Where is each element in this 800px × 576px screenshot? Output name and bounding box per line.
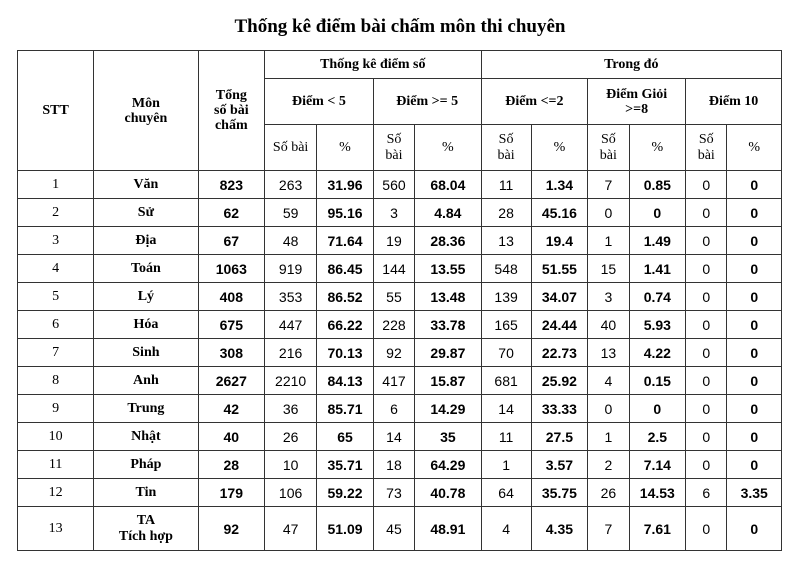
atleast5-count-cell: 417 — [373, 367, 414, 395]
below5-percent-cell: 86.52 — [317, 283, 374, 311]
atleast5-percent-cell: 68.04 — [415, 171, 481, 199]
good8-percent-cell: 0.85 — [629, 171, 686, 199]
ten-percent-cell: 0 — [727, 283, 782, 311]
atleast5-count-cell: 45 — [373, 507, 414, 551]
ten-percent-cell: 0 — [727, 199, 782, 227]
ten-count-cell: 0 — [686, 199, 727, 227]
below5-percent-cell: 84.13 — [317, 367, 374, 395]
below5-percent-cell: 86.45 — [317, 255, 374, 283]
below5-count-cell: 2210 — [265, 367, 317, 395]
subject-cell: Trung — [94, 395, 198, 423]
below5-count-cell: 447 — [265, 311, 317, 339]
stt-cell: 2 — [18, 199, 94, 227]
good8-percent-cell: 0 — [629, 199, 686, 227]
atleast5-count-cell: 6 — [373, 395, 414, 423]
atmost2-percent-cell: 33.33 — [531, 395, 588, 423]
stt-cell: 11 — [18, 451, 94, 479]
stt-cell: 8 — [18, 367, 94, 395]
atmost2-percent-cell: 22.73 — [531, 339, 588, 367]
header-count: Số bài — [588, 125, 629, 171]
ten-count-cell: 0 — [686, 367, 727, 395]
atleast5-percent-cell: 4.84 — [415, 199, 481, 227]
stt-cell: 7 — [18, 339, 94, 367]
below5-count-cell: 47 — [265, 507, 317, 551]
good8-percent-cell: 2.5 — [629, 423, 686, 451]
good8-count-cell: 15 — [588, 255, 629, 283]
atleast5-percent-cell: 13.55 — [415, 255, 481, 283]
atleast5-percent-cell: 15.87 — [415, 367, 481, 395]
atleast5-percent-cell: 28.36 — [415, 227, 481, 255]
below5-percent-cell: 59.22 — [317, 479, 374, 507]
below5-count-cell: 36 — [265, 395, 317, 423]
header-ten: Điểm 10 — [686, 79, 782, 125]
atleast5-count-cell: 92 — [373, 339, 414, 367]
ten-percent-cell: 0 — [727, 171, 782, 199]
total-cell: 28 — [198, 451, 264, 479]
good8-count-cell: 2 — [588, 451, 629, 479]
good8-percent-cell: 5.93 — [629, 311, 686, 339]
subject-cell: Địa — [94, 227, 198, 255]
header-at-least-5: Điểm >= 5 — [373, 79, 481, 125]
header-at-most-2: Điểm <=2 — [481, 79, 588, 125]
ten-count-cell: 6 — [686, 479, 727, 507]
atmost2-count-cell: 165 — [481, 311, 531, 339]
atmost2-percent-cell: 45.16 — [531, 199, 588, 227]
total-cell: 179 — [198, 479, 264, 507]
atmost2-count-cell: 13 — [481, 227, 531, 255]
atleast5-percent-cell: 64.29 — [415, 451, 481, 479]
header-count: Số bài — [686, 125, 727, 171]
ten-count-cell: 0 — [686, 311, 727, 339]
document-title: Thống kê điểm bài chấm môn thi chuyên — [234, 16, 566, 37]
ten-count-cell: 0 — [686, 283, 727, 311]
atleast5-count-cell: 144 — [373, 255, 414, 283]
ten-percent-cell: 0 — [727, 395, 782, 423]
subject-cell: Nhật — [94, 423, 198, 451]
header-below-5: Điểm < 5 — [265, 79, 374, 125]
header-percent: % — [629, 125, 686, 171]
stt-cell: 10 — [18, 423, 94, 451]
below5-percent-cell: 70.13 — [317, 339, 374, 367]
ten-percent-cell: 0 — [727, 451, 782, 479]
ten-count-cell: 0 — [686, 339, 727, 367]
subject-cell: Pháp — [94, 451, 198, 479]
atmost2-count-cell: 28 — [481, 199, 531, 227]
header-percent: % — [415, 125, 481, 171]
ten-count-cell: 0 — [686, 227, 727, 255]
header-good-8: Điểm Giỏi >=8 — [588, 79, 686, 125]
below5-count-cell: 59 — [265, 199, 317, 227]
ten-percent-cell: 0 — [727, 311, 782, 339]
atmost2-count-cell: 11 — [481, 171, 531, 199]
total-cell: 308 — [198, 339, 264, 367]
good8-percent-cell: 1.49 — [629, 227, 686, 255]
total-cell: 2627 — [198, 367, 264, 395]
subject-cell: TA Tích hợp — [94, 507, 198, 551]
table-row — [18, 339, 782, 367]
atleast5-count-cell: 55 — [373, 283, 414, 311]
atleast5-percent-cell: 13.48 — [415, 283, 481, 311]
atleast5-count-cell: 228 — [373, 311, 414, 339]
atmost2-count-cell: 64 — [481, 479, 531, 507]
header-subject: Môn chuyên — [94, 51, 198, 171]
total-cell: 408 — [198, 283, 264, 311]
stt-cell: 5 — [18, 283, 94, 311]
header-count: Số bài — [373, 125, 414, 171]
header-stats-group: Thống kê điểm số — [265, 51, 482, 79]
total-cell: 62 — [198, 199, 264, 227]
subject-cell: Anh — [94, 367, 198, 395]
atmost2-count-cell: 681 — [481, 367, 531, 395]
good8-count-cell: 0 — [588, 395, 629, 423]
atmost2-count-cell: 4 — [481, 507, 531, 551]
header-stt: STT — [18, 51, 94, 171]
table-row — [18, 451, 782, 479]
subject-cell: Toán — [94, 255, 198, 283]
ten-percent-cell: 0 — [727, 227, 782, 255]
stt-cell: 13 — [18, 507, 94, 551]
below5-count-cell: 26 — [265, 423, 317, 451]
total-cell: 675 — [198, 311, 264, 339]
stt-cell: 6 — [18, 311, 94, 339]
atmost2-count-cell: 11 — [481, 423, 531, 451]
subject-cell: Tin — [94, 479, 198, 507]
below5-percent-cell: 66.22 — [317, 311, 374, 339]
ten-percent-cell: 0 — [727, 339, 782, 367]
good8-count-cell: 4 — [588, 367, 629, 395]
below5-count-cell: 353 — [265, 283, 317, 311]
table-row — [18, 367, 782, 395]
table-row — [18, 423, 782, 451]
atleast5-count-cell: 3 — [373, 199, 414, 227]
atmost2-count-cell: 139 — [481, 283, 531, 311]
total-cell: 40 — [198, 423, 264, 451]
table-row — [18, 227, 782, 255]
ten-percent-cell: 0 — [727, 255, 782, 283]
good8-count-cell: 13 — [588, 339, 629, 367]
good8-percent-cell: 4.22 — [629, 339, 686, 367]
atmost2-percent-cell: 27.5 — [531, 423, 588, 451]
table-row — [18, 255, 782, 283]
stt-cell: 3 — [18, 227, 94, 255]
good8-count-cell: 0 — [588, 199, 629, 227]
table-row — [18, 311, 782, 339]
subject-cell: Sinh — [94, 339, 198, 367]
ten-count-cell: 0 — [686, 451, 727, 479]
atmost2-count-cell: 70 — [481, 339, 531, 367]
header-count: Số bài — [481, 125, 531, 171]
stt-cell: 4 — [18, 255, 94, 283]
good8-count-cell: 26 — [588, 479, 629, 507]
ten-percent-cell: 3.35 — [727, 479, 782, 507]
good8-percent-cell: 7.14 — [629, 451, 686, 479]
below5-count-cell: 106 — [265, 479, 317, 507]
ten-percent-cell: 0 — [727, 507, 782, 551]
below5-percent-cell: 31.96 — [317, 171, 374, 199]
subject-cell: Sử — [94, 199, 198, 227]
table-row — [18, 171, 782, 199]
below5-percent-cell: 51.09 — [317, 507, 374, 551]
good8-count-cell: 1 — [588, 227, 629, 255]
total-cell: 42 — [198, 395, 264, 423]
atmost2-percent-cell: 19.4 — [531, 227, 588, 255]
atleast5-percent-cell: 35 — [415, 423, 481, 451]
table-row — [18, 507, 782, 551]
header-total: Tổng số bài chấm — [198, 51, 264, 171]
header-count: Số bài — [265, 125, 317, 171]
header-detail-group: Trong đó — [481, 51, 781, 79]
table-row — [18, 395, 782, 423]
total-cell: 92 — [198, 507, 264, 551]
good8-count-cell: 40 — [588, 311, 629, 339]
atmost2-percent-cell: 24.44 — [531, 311, 588, 339]
atmost2-percent-cell: 34.07 — [531, 283, 588, 311]
atmost2-count-cell: 14 — [481, 395, 531, 423]
atleast5-percent-cell: 40.78 — [415, 479, 481, 507]
atleast5-percent-cell: 29.87 — [415, 339, 481, 367]
ten-percent-cell: 0 — [727, 367, 782, 395]
good8-percent-cell: 0.15 — [629, 367, 686, 395]
atmost2-percent-cell: 25.92 — [531, 367, 588, 395]
below5-count-cell: 10 — [265, 451, 317, 479]
total-cell: 823 — [198, 171, 264, 199]
atleast5-percent-cell: 33.78 — [415, 311, 481, 339]
score-statistics-table — [17, 50, 782, 551]
atmost2-percent-cell: 1.34 — [531, 171, 588, 199]
atmost2-percent-cell: 51.55 — [531, 255, 588, 283]
good8-count-cell: 7 — [588, 171, 629, 199]
ten-count-cell: 0 — [686, 395, 727, 423]
good8-count-cell: 1 — [588, 423, 629, 451]
good8-percent-cell: 0.74 — [629, 283, 686, 311]
subject-cell: Văn — [94, 171, 198, 199]
header-percent: % — [317, 125, 374, 171]
atmost2-count-cell: 548 — [481, 255, 531, 283]
below5-count-cell: 216 — [265, 339, 317, 367]
table-row — [18, 199, 782, 227]
below5-count-cell: 48 — [265, 227, 317, 255]
good8-percent-cell: 0 — [629, 395, 686, 423]
stt-cell: 1 — [18, 171, 94, 199]
header-percent: % — [531, 125, 588, 171]
ten-count-cell: 0 — [686, 171, 727, 199]
subject-cell: Hóa — [94, 311, 198, 339]
below5-count-cell: 263 — [265, 171, 317, 199]
below5-percent-cell: 71.64 — [317, 227, 374, 255]
header-percent: % — [727, 125, 782, 171]
good8-count-cell: 7 — [588, 507, 629, 551]
below5-percent-cell: 85.71 — [317, 395, 374, 423]
total-cell: 1063 — [198, 255, 264, 283]
good8-percent-cell: 7.61 — [629, 507, 686, 551]
subject-cell: Lý — [94, 283, 198, 311]
table-body — [18, 171, 782, 551]
stt-cell: 12 — [18, 479, 94, 507]
atleast5-percent-cell: 14.29 — [415, 395, 481, 423]
ten-percent-cell: 0 — [727, 423, 782, 451]
good8-percent-cell: 1.41 — [629, 255, 686, 283]
total-cell: 67 — [198, 227, 264, 255]
ten-count-cell: 0 — [686, 423, 727, 451]
atleast5-count-cell: 73 — [373, 479, 414, 507]
good8-percent-cell: 14.53 — [629, 479, 686, 507]
table-row — [18, 479, 782, 507]
good8-count-cell: 3 — [588, 283, 629, 311]
atmost2-count-cell: 1 — [481, 451, 531, 479]
ten-count-cell: 0 — [686, 507, 727, 551]
atmost2-percent-cell: 3.57 — [531, 451, 588, 479]
atleast5-count-cell: 18 — [373, 451, 414, 479]
below5-percent-cell: 65 — [317, 423, 374, 451]
atleast5-percent-cell: 48.91 — [415, 507, 481, 551]
stt-cell: 9 — [18, 395, 94, 423]
atmost2-percent-cell: 35.75 — [531, 479, 588, 507]
ten-count-cell: 0 — [686, 255, 727, 283]
below5-percent-cell: 95.16 — [317, 199, 374, 227]
table-row — [18, 283, 782, 311]
atleast5-count-cell: 14 — [373, 423, 414, 451]
atleast5-count-cell: 19 — [373, 227, 414, 255]
atleast5-count-cell: 560 — [373, 171, 414, 199]
below5-percent-cell: 35.71 — [317, 451, 374, 479]
below5-count-cell: 919 — [265, 255, 317, 283]
atmost2-percent-cell: 4.35 — [531, 507, 588, 551]
